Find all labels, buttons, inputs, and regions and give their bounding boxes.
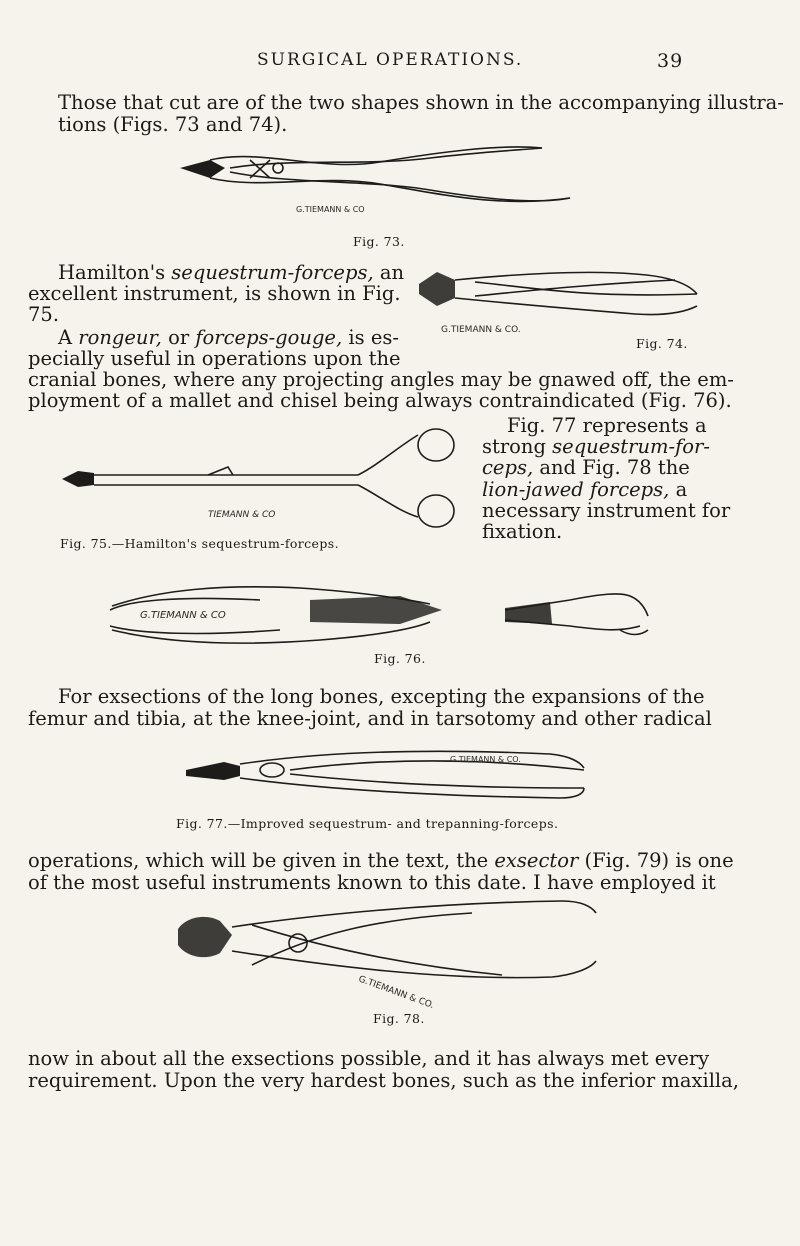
body-line: A rongeur, or forceps-gouge, is es- xyxy=(58,326,399,349)
fig-77-maker-mark: G.TIEMANN & CO. xyxy=(450,755,521,764)
body-line: Hamilton's sequestrum-forceps, an xyxy=(58,261,405,284)
body-line: requirement. Upon the very hardest bones, such as the inferior maxilla, xyxy=(28,1069,739,1092)
body-line: ceps, and Fig. 78 the xyxy=(482,456,690,479)
body-line: lion-jawed forceps, a xyxy=(482,478,688,501)
fig-75-maker-mark: TIEMANN & CO xyxy=(208,510,276,520)
fig-74-cutting-forceps-illustration xyxy=(415,258,705,338)
body-line: of the most useful instruments known to this date. I have employed it xyxy=(28,871,716,894)
body-line: strong sequestrum-for- xyxy=(482,435,710,458)
body-line: necessary instrument for xyxy=(482,499,731,522)
body-line: ployment of a mallet and chisel being always contraindicated (Fig. 76). xyxy=(28,389,732,412)
running-header-title: SURGICAL OPERATIONS. xyxy=(257,50,524,70)
fig-76-maker-mark: G.TIEMANN & CO xyxy=(140,610,226,621)
fig-74-caption: Fig. 74. xyxy=(636,336,688,351)
body-line: operations, which will be given in the text, the exsector (Fig. 79) is one xyxy=(28,849,734,872)
body-line: tions (Figs. 73 and 74). xyxy=(58,113,288,136)
page-number: 39 xyxy=(657,50,684,72)
fig-78-maker-mark: G.TIEMANN & CO. xyxy=(356,974,436,1012)
fig-77-trepanning-forceps-illustration xyxy=(180,740,620,810)
fig-78-caption: Fig. 78. xyxy=(373,1011,425,1026)
body-line: now in about all the exsections possible, and it has always met every xyxy=(28,1047,710,1070)
body-line: Those that cut are of the two shapes shown in the accompanying illustra- xyxy=(58,91,784,114)
body-line: cranial bones, where any projecting angles may be gnawed off, the em- xyxy=(28,368,734,391)
body-line: For exsections of the long bones, excepting the expansions of the xyxy=(58,685,705,708)
fig-73-cutting-forceps-illustration xyxy=(170,138,580,228)
body-line: pecially useful in operations upon the xyxy=(28,347,401,370)
fig-75-caption: Fig. 75.—Hamilton's sequestrum-forceps. xyxy=(60,536,339,551)
body-line: Fig. 77 represents a xyxy=(507,414,707,437)
fig-76-caption: Fig. 76. xyxy=(374,651,426,666)
body-line: femur and tibia, at the knee-joint, and in tarsotomy and other radical xyxy=(28,707,712,730)
fig-74-maker-mark: G.TIEMANN & CO. xyxy=(441,325,521,335)
fig-73-caption: Fig. 73. xyxy=(353,234,405,249)
fig-76-rongeur-illustration xyxy=(100,570,700,655)
body-line: fixation. xyxy=(482,520,563,543)
body-line: 75. xyxy=(28,303,60,326)
fig-77-caption: Fig. 77.—Improved sequestrum- and trepanning-forceps. xyxy=(176,816,559,831)
fig-73-maker-mark: G.TIEMANN & CO xyxy=(296,205,365,214)
fig-75-sequestrum-forceps-illustration xyxy=(58,415,468,530)
fig-78-lion-jawed-forceps-illustration xyxy=(172,895,612,1012)
body-line: excellent instrument, is shown in Fig. xyxy=(28,282,401,305)
